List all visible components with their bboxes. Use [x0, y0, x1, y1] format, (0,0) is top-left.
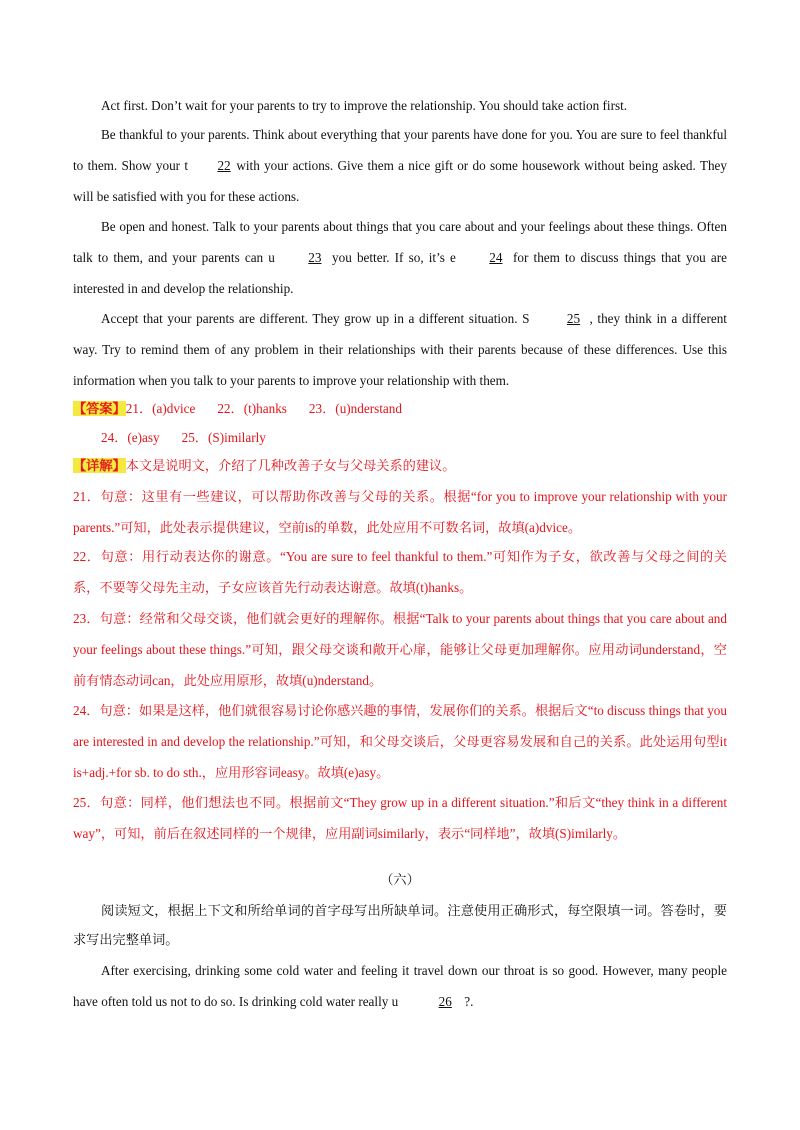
blank-23: 23 [308, 250, 322, 265]
answer-item: 25．(S)imilarly [181, 430, 266, 445]
passage-paragraph-3: Be open and honest. Talk to your parents about things that you care about and your feelings about these things. Often talk to them, and your parents can u 23 you better. If so, it’s e 24 for them to discuss things that you are interested in and develop the relationship. [73, 219, 727, 296]
answer-item: 21．(a)dvice [125, 401, 196, 416]
passage-paragraph-1: Act first. Don’t wait for your parents to try to improve the relationship. You should take action first. [101, 98, 628, 113]
answer-item: 24．(e)asy [101, 430, 160, 445]
answer-item: 23．(u)nderstand [308, 401, 402, 416]
passage-paragraph-4: Accept that your parents are different. They grow up in a different situation. S 25 , they think in a different way. Try to remind them of any problem in their relationships with their parents because of these differences. Use this information when you talk to your parents to improve your relationship with them. [73, 303, 727, 396]
explanation-23: 23．句意：经常和父母交谈，他们就会更好的理解你。根据“Talk to your parents about things that you care about and your feelings about these things.”可知，跟父母交谈和敞开心扉，能够让父母更加理解你。应用动词understand，空前有情态动词can，此处应用原形，故填(u)nderstand。 [73, 611, 727, 688]
passage-paragraph-2: Be thankful to your parents. Think about everything that your parents have done for you. You are sure to feel thankful to them. Show your t 22 with your actions. Give them a nice gift or do some housework without being asked. They will be satisfied with you for these actions. [73, 127, 727, 204]
answer-row-2 [101, 428, 288, 448]
explanation-24: 24．句意：如果是这样，他们就很容易讨论你感兴趣的事情，发展你们的关系。根据后文“to discuss things that you are interested in and develop the relationship.”可知，和父母交谈后，父母更容易发展和自己的关系。此处运用句型it is+adj.+for sb. to do sth.，应用形容词easy。故填(e)asy。 [73, 703, 727, 780]
answer-tag: 【答案】 [73, 401, 126, 416]
blank-26: 26 [438, 994, 452, 1009]
blank-25: 25 [566, 311, 581, 326]
section6-paragraph-1: After exercising, drinking some cold water and feeling it travel down our throat is so good. However, many people have often told us not to do so. Is drinking cold water really u 26 ?. [73, 955, 727, 1017]
explanation-21: 21．句意：这里有一些建议，可以帮助你改善与父母的关系。根据“for you to improve your relationship with your parents.”可知，此处表示提供建议，空前is的单数，此处应用不可数名词，故填(a)dvice。 [73, 489, 727, 535]
blank-24: 24 [489, 250, 503, 265]
answer-row-1 [73, 399, 424, 419]
section-instructions: 阅读短文，根据上下文和所给单词的首字母写出所缺单词。注意使用正确形式，每空限填一词。答卷时，要求写出完整单词。 [73, 903, 727, 947]
answer-item: 22．(t)hanks [217, 401, 287, 416]
section-title: （六） [380, 872, 420, 887]
blank-22: 22 [217, 158, 231, 173]
explanation-intro: 【详解】本文是说明文，介绍了几种改善子女与父母关系的建议。 [73, 458, 456, 473]
explanation-22: 22．句意：用行动表达你的谢意。“You are sure to feel thankful to them.”可知作为子女，欲改善与父母之间的关系，不要等父母先主动，子女应该首先行动表达谢意。故填(t)hanks。 [73, 549, 727, 595]
explanation-25: 25．句意：同样，他们想法也不同。根据前文“They grow up in a different situation.”和后文“they think in a different way”，可知，前后在叙述同样的一个规律，应用副词similarly，表示“同样地”，故填(S)imilarly。 [73, 795, 727, 841]
explanation-tag: 【详解】 [73, 458, 126, 473]
